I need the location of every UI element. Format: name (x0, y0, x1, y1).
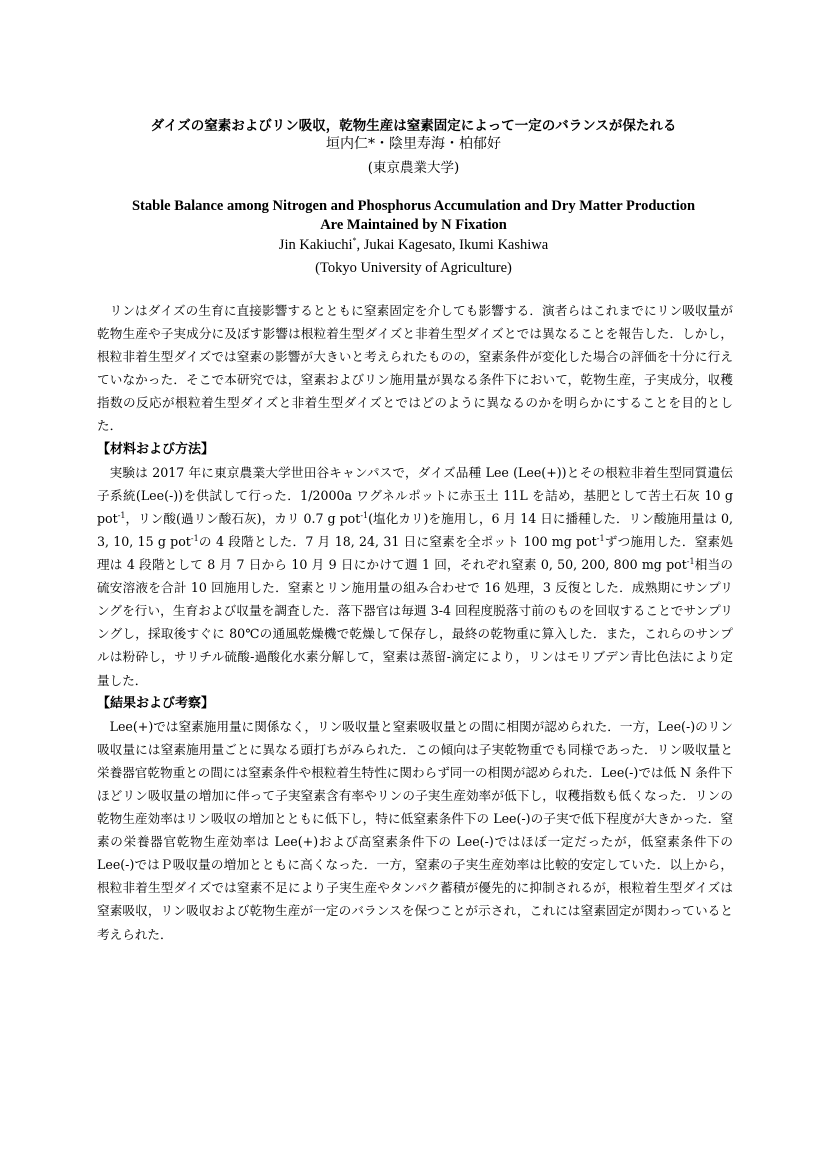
affiliation-japanese: (東京農業大学) (367, 160, 460, 176)
methods-text-1: 実験は 2017 年に東京農業大学世田谷キャンパスで，ダイズ品種 Lee (Lee(+))とその根粒非着生型同質遺伝子系統(Lee(-))を供試して行った．1/2000a ワグネルポットに赤玉土 11L を詰め，基肥として苦土石灰 10 g pot (97, 464, 733, 526)
unit-exponent: -1 (190, 533, 199, 543)
results-heading: 【結果および考察】 (97, 695, 215, 711)
methods-text-3: (塩化カリ)を施用し，6 月 14 日に播種した．リン酸施用量は 0, 3, 10, 15 g pot (97, 510, 733, 549)
title-japanese: ダイズの窒素およびリン吸収，乾物生産は窒素固定によって一定のバランスが保たれる (150, 118, 677, 134)
affiliation-english: (Tokyo University of Agriculture) (315, 260, 512, 276)
methods-paragraph (97, 461, 733, 692)
results-paragraph: Lee(+)では窒素施用量に関係なく，リン吸収量と窒素吸収量との間に相関が認められた．一方，Lee(-)のリン吸収量には窒素施用量ごとに異なる頭打ちがみられた．この傾向は子実乾物重でも同様であった．リン吸収量と栄養器官乾物重との間には窒素条件や根粒着生特性に関わらず同一の相関が認められた．Lee(-)では低 N 条件下ほどリン吸収量の増加に伴って子実窒素含有率やリンの子実生産効率が低下し，収穫指数も低くなった．リンの乾物生産効率はリン吸収の増加とともに低下し，特に低窒素条件下の Lee(-)の子実で低下程度が大きかった．窒素の栄養器官乾物生産効率は Lee(+)および高窒素条件下の Lee(-)ではほぼ一定だったが，低窒素条件下の Lee(-)ではＰ吸収量の増加とともに高くなった．一方，窒素の子実生産効率は比較的安定していた．以上から，根粒非着生型ダイズでは窒素不足により子実生産やタンパク蓄積が優先的に抑制されるが，根粒着生型ダイズは窒素吸収，リン吸収および乾物生産が一定のバランスを保つことが示され，これには窒素固定が関わっていると考えられた． (97, 718, 733, 942)
methods-heading: 【材料および方法】 (97, 441, 215, 457)
authors-english (0, 237, 827, 254)
title-english-line-1: Stable Balance among Nitrogen and Phosphorus Accumulation and Dry Matter Production (131, 198, 696, 214)
unit-exponent: -1 (596, 533, 605, 543)
methods-text-2: ，リン酸(過リン酸石灰)，カリ 0.7 g pot (125, 510, 361, 526)
methods-text-4: の 4 段階とした．7 月 18, 24, 31 日に窒素を全ポット 100 mg pot (198, 533, 597, 549)
authors-japanese: 垣内仁*・陰里寿海・柏郁好 (326, 136, 501, 152)
title-english-line-2: Are Maintained by N Fixation (320, 217, 507, 233)
unit-exponent: -1 (686, 556, 695, 566)
corresponding-mark: * (352, 236, 357, 246)
title-english (0, 197, 827, 235)
authors-rest: , Jukai Kagesato, Ikumi Kashiwa (356, 237, 549, 253)
paper-body (97, 299, 733, 946)
methods-text-5: ずつ施用した．窒素処理は 4 段階として 8 月 7 日から 10 月 9 日にかけて週 1 回，それぞれ窒素 0, 50, 200, 800 mg pot (97, 533, 733, 573)
unit-exponent: -1 (360, 510, 369, 520)
intro-paragraph: リンはダイズの生育に直接影響するとともに窒素固定を介しても影響する．演者らはこれまでにリン吸収量が乾物生産や子実成分に及ぼす影響は根粒着生型ダイズと非着生型ダイズとでは異なることを報告した．しかし，根粒非着生型ダイズでは窒素の影響が大きいと考えられたものの，窒素条件が変化した場合の評価を十分に行えていなかった．そこで本研究では，窒素およびリン施用量が異なる条件下において，乾物生産，子実成分，収穫指数の反応が根粒着生型ダイズと非着生型ダイズとではどのように異なるのかを明らかにすることを目的とした． (97, 303, 733, 434)
methods-text-6: 相当の硫安溶液を合計 10 回施用した．窒素とリン施用量の組み合わせで 16 処理，3 反復とした．成熟期にサンプリングを行い，生育および収量を調査した．落下器官は毎週 3-4 回程度脱落寸前のものを回収することでサンプリングし，採取後すぐに 80℃の通風乾燥機で乾燥して保存し，最終の乾物重に算入した．また，これらのサンプルは粉砕し，サリチル硫酸-過酸化水素分解して，窒素は蒸留-滴定により，リンはモリブデン青比色法により定量した． (97, 557, 733, 688)
unit-exponent: -1 (117, 510, 126, 520)
author-first: Jin Kakiuchi (278, 237, 353, 253)
